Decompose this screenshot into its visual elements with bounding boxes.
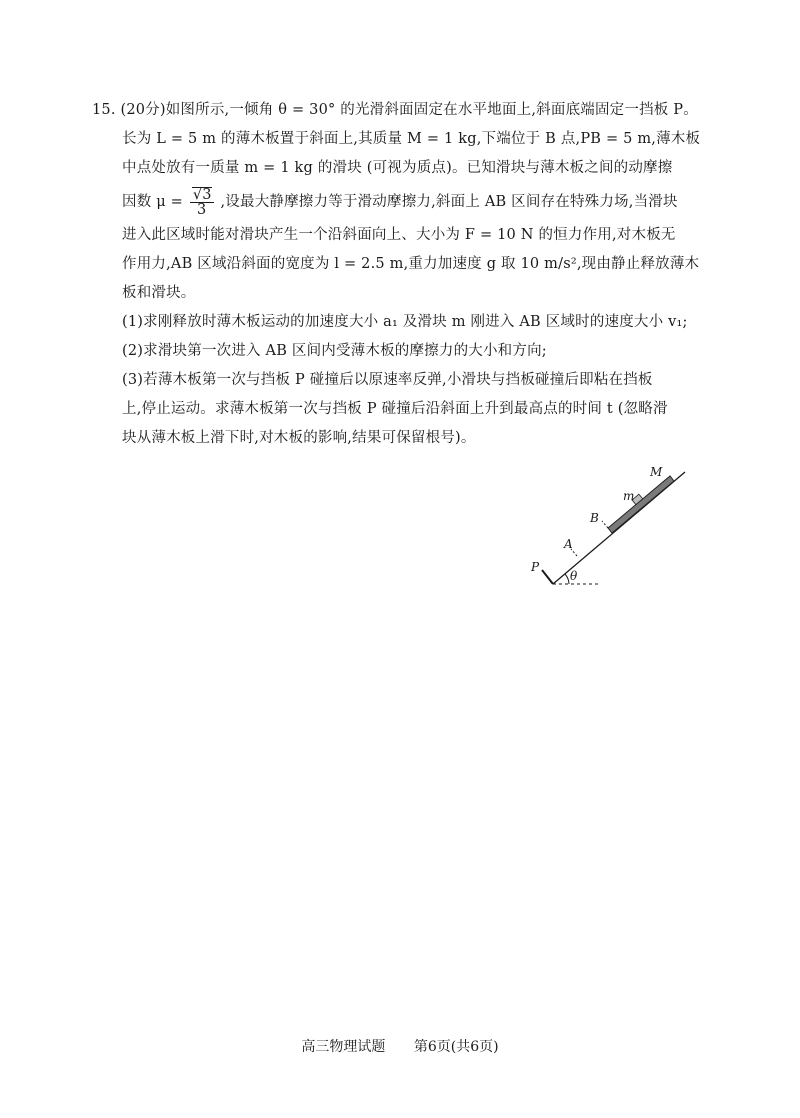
question-3-line-1: (3)若薄木板第一次与挡板 P 碰撞后以原速率反弹,小滑块与挡板碰撞后即粘在挡板 [122, 372, 653, 388]
marker-b [602, 521, 608, 528]
footer-page-number: 第6页(共6页) [413, 1039, 499, 1055]
problem-line-7: 板和滑块。 [122, 285, 196, 301]
mu-prefix: 因数 μ = [122, 194, 183, 210]
problem-15 [92, 96, 712, 453]
problem-line-6: 作用力,AB 区域沿斜面的宽度为 l = 2.5 m,重力加速度 g 取 10 m/s²,现由静止释放薄木 [122, 256, 700, 272]
incline-diagram [520, 460, 700, 590]
plank-m [608, 476, 674, 533]
label-M: M [650, 465, 663, 479]
problem-line-2: 长为 L = 5 m 的薄木板置于斜面上,其质量 M = 1 kg,下端位于 B 点,PB = 5 m,薄木板 [122, 131, 701, 147]
angle-arc [565, 574, 569, 584]
problem-line-5: 进入此区域时能对滑块产生一个沿斜面向上、大小为 F = 10 N 的恒力作用,对木板无 [122, 227, 676, 243]
mu-fraction [190, 187, 214, 217]
barrier-p [542, 570, 553, 584]
question-1: (1)求刚释放时薄木板运动的加速度大小 a₁ 及滑块 m 刚进入 AB 区域时的速度大小 v₁; [122, 314, 688, 330]
mu-denominator: 3 [197, 202, 207, 218]
page-footer [0, 1036, 800, 1056]
label-m: m [623, 489, 635, 503]
label-theta: θ [570, 569, 578, 583]
problem-line-1: 15. (20分)如图所示,一倾角 θ = 30° 的光滑斜面固定在水平地面上,斜面底端固定一挡板 P。 [92, 102, 698, 118]
question-3-line-2: 上,停止运动。求薄木板第一次与挡板 P 碰撞后沿斜面上升到最高点的时间 t (忽略滑 [122, 401, 668, 417]
mu-numerator: √3 [192, 187, 212, 203]
label-P: P [531, 560, 540, 574]
mu-suffix: ,设最大静摩擦力等于滑动摩擦力,斜面上 AB 区间存在特殊力场,当滑块 [220, 194, 678, 210]
label-B: B [590, 511, 599, 525]
problem-line-3: 中点处放有一质量 m = 1 kg 的滑块 (可视为质点)。已知滑块与薄木板之间的动摩擦 [122, 160, 673, 176]
label-A: A [564, 537, 573, 551]
footer-subject: 高三物理试题 [301, 1039, 386, 1055]
problem-line-4 [92, 183, 712, 221]
question-2: (2)求滑块第一次进入 AB 区间内受薄木板的摩擦力的大小和方向; [122, 343, 547, 359]
question-3-line-3: 块从薄木板上滑下时,对木板的影响,结果可保留根号)。 [122, 430, 476, 446]
